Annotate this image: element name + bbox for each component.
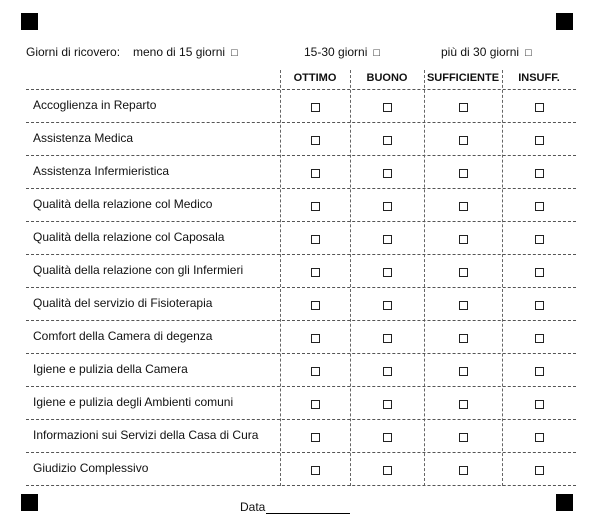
row-separator	[26, 122, 576, 123]
rating-checkbox-ottimo[interactable]	[311, 400, 320, 409]
checkbox-icon[interactable]: □	[231, 47, 238, 59]
column-header-ottimo: OTTIMO	[293, 72, 337, 84]
row-label: Informazioni sui Servizi della Casa di Cura	[33, 428, 259, 442]
row-separator	[26, 485, 576, 486]
checkbox-icon[interactable]: □	[525, 47, 532, 59]
rating-checkbox-sufficiente[interactable]	[459, 433, 468, 442]
date-underline[interactable]	[266, 501, 350, 514]
stay-option-label: più di 30 giorni	[441, 45, 520, 59]
row-label: Qualità del servizio di Fisioterapia	[33, 296, 213, 310]
rating-checkbox-buono[interactable]	[383, 400, 392, 409]
rating-checkbox-insufficiente[interactable]	[535, 334, 544, 343]
rating-checkbox-buono[interactable]	[383, 433, 392, 442]
rating-checkbox-insufficiente[interactable]	[535, 301, 544, 310]
column-header-insufficiente: INSUFF.	[518, 72, 560, 84]
row-label: Accoglienza in Reparto	[33, 98, 157, 112]
rating-checkbox-sufficiente[interactable]	[459, 367, 468, 376]
rating-checkbox-insufficiente[interactable]	[535, 169, 544, 178]
rating-checkbox-ottimo[interactable]	[311, 136, 320, 145]
rating-checkbox-sufficiente[interactable]	[459, 334, 468, 343]
rating-checkbox-buono[interactable]	[383, 367, 392, 376]
rating-checkbox-insufficiente[interactable]	[535, 268, 544, 277]
row-separator	[26, 419, 576, 420]
rating-checkbox-ottimo[interactable]	[311, 202, 320, 211]
rating-checkbox-insufficiente[interactable]	[535, 466, 544, 475]
rating-checkbox-ottimo[interactable]	[311, 334, 320, 343]
rating-checkbox-ottimo[interactable]	[311, 301, 320, 310]
rating-checkbox-sufficiente[interactable]	[459, 301, 468, 310]
stay-option-label: meno di 15 giorni	[133, 45, 226, 59]
rating-checkbox-buono[interactable]	[383, 334, 392, 343]
row-label: Assistenza Infermieristica	[33, 164, 170, 178]
registration-mark-top-left	[21, 13, 38, 30]
rating-checkbox-sufficiente[interactable]	[459, 400, 468, 409]
rating-checkbox-insufficiente[interactable]	[535, 235, 544, 244]
rating-checkbox-ottimo[interactable]	[311, 367, 320, 376]
rating-checkbox-sufficiente[interactable]	[459, 169, 468, 178]
registration-mark-top-right	[556, 13, 573, 30]
rating-checkbox-sufficiente[interactable]	[459, 268, 468, 277]
rating-checkbox-ottimo[interactable]	[311, 169, 320, 178]
stay-option-under-15[interactable]	[133, 45, 238, 59]
row-separator	[26, 452, 576, 453]
row-label: Qualità della relazione col Caposala	[33, 230, 225, 244]
registration-mark-bottom-left	[21, 494, 38, 511]
row-separator	[26, 353, 576, 354]
rating-checkbox-insufficiente[interactable]	[535, 433, 544, 442]
row-separator	[26, 254, 576, 255]
date-field[interactable]	[240, 500, 350, 514]
row-label: Assistenza Medica	[33, 131, 134, 145]
row-label: Giudizio Complessivo	[33, 461, 149, 475]
stay-label: Giorni di ricovero:	[26, 45, 121, 59]
row-separator	[26, 155, 576, 156]
rating-checkbox-buono[interactable]	[383, 268, 392, 277]
rating-checkbox-sufficiente[interactable]	[459, 466, 468, 475]
rating-checkbox-buono[interactable]	[383, 466, 392, 475]
row-label: Qualità della relazione col Medico	[33, 197, 213, 211]
row-separator	[26, 386, 576, 387]
rating-checkbox-ottimo[interactable]	[311, 466, 320, 475]
rating-checkbox-ottimo[interactable]	[311, 268, 320, 277]
rating-checkbox-buono[interactable]	[383, 301, 392, 310]
column-divider	[502, 70, 503, 486]
checkbox-icon[interactable]: □	[373, 47, 381, 59]
stay-option-over-30[interactable]	[441, 45, 532, 59]
header-separator	[26, 89, 576, 90]
rating-checkbox-buono[interactable]	[383, 202, 392, 211]
row-label: Igiene e pulizia della Camera	[33, 362, 188, 376]
rating-checkbox-insufficiente[interactable]	[535, 136, 544, 145]
row-separator	[26, 221, 576, 222]
date-label: Data	[240, 500, 266, 514]
column-header-sufficiente: SUFFICIENTE	[426, 72, 500, 84]
row-separator	[26, 188, 576, 189]
rating-checkbox-sufficiente[interactable]	[459, 202, 468, 211]
rating-checkbox-insufficiente[interactable]	[535, 400, 544, 409]
column-divider	[424, 70, 425, 486]
row-label: Igiene e pulizia degli Ambienti comuni	[33, 395, 234, 409]
rating-checkbox-ottimo[interactable]	[311, 235, 320, 244]
rating-checkbox-buono[interactable]	[383, 169, 392, 178]
row-label: Qualità della relazione con gli Infermieri	[33, 263, 244, 277]
row-label: Comfort della Camera di degenza	[33, 329, 213, 343]
stay-option-label: 15-30 giorni	[304, 45, 368, 59]
rating-checkbox-insufficiente[interactable]	[535, 103, 544, 112]
rating-checkbox-ottimo[interactable]	[311, 103, 320, 112]
rating-checkbox-sufficiente[interactable]	[459, 235, 468, 244]
rating-checkbox-insufficiente[interactable]	[535, 367, 544, 376]
registration-mark-bottom-right	[556, 494, 573, 511]
row-separator	[26, 287, 576, 288]
rating-checkbox-insufficiente[interactable]	[535, 202, 544, 211]
rating-checkbox-sufficiente[interactable]	[459, 103, 468, 112]
rating-checkbox-buono[interactable]	[383, 136, 392, 145]
stay-option-15-30[interactable]	[304, 45, 380, 59]
rating-checkbox-ottimo[interactable]	[311, 433, 320, 442]
column-divider	[280, 70, 281, 486]
rating-checkbox-buono[interactable]	[383, 235, 392, 244]
column-divider	[350, 70, 351, 486]
rating-checkbox-buono[interactable]	[383, 103, 392, 112]
column-header-buono: BUONO	[366, 72, 408, 84]
rating-checkbox-sufficiente[interactable]	[459, 136, 468, 145]
row-separator	[26, 320, 576, 321]
